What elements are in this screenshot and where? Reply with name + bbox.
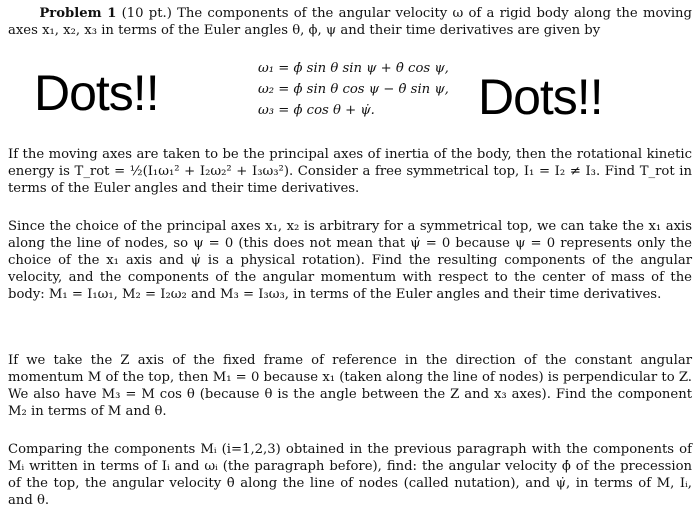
equation-omega-2 bbox=[258, 81, 449, 99]
equation-omega-3-rhs: ϕ̇ cos θ + ψ̇. bbox=[293, 103, 375, 118]
problem-intro bbox=[8, 5, 692, 39]
equation-omega-1-rhs: ϕ̇ sin θ sin ψ + θ̇ cos ψ, bbox=[293, 61, 449, 76]
paragraph-angular-momentum: If we take the Z axis of the fixed frame of reference in the direction of the constant angular momentum M of the top, then M₁ = 0 because x₁ (taken along the line of nodes) is perpendicular to Z. We also have M₃ = M cos θ (because θ is the angle between the Z and x₃ axes). Find the component M₂ in terms of M and θ. bbox=[8, 353, 692, 419]
paragraph-line-of-nodes: Since the choice of the principal axes x₁, x₂ is arbitrary for a symmetrical top, we can take the x₁ axis along the line of nodes, so ψ = 0 (this does not mean that ψ̇ = 0 because ψ = 0 represents only the choice of the x₁ axis and ψ̇ is a physical rotation). Find the resulting components of the angular velocity, and the components of the angular momentum with respect to the center of mass of the body: M₁ = I₁ω₁, M₂ = I₂ω₂ and M₃ = I₃ω₃, in terms of the Euler angles and their time derivatives. bbox=[8, 219, 692, 302]
equation-omega-3-lhs: ω₃ = bbox=[258, 103, 290, 118]
problem-heading: Problem 1 bbox=[39, 6, 117, 21]
equation-omega-1 bbox=[258, 60, 449, 78]
problem-intro-text: The components of the angular velocity ω of a rigid body along the moving axes x₁, x₂, x₃ in terms of the Euler angles θ, ϕ, ψ and their time derivatives are given by bbox=[8, 6, 692, 38]
paragraph-precession: Comparing the components Mᵢ (i=1,2,3) obtained in the previous paragraph with the components of Mᵢ written in terms of Iᵢ and ωᵢ (the paragraph before), find: the angular velocity ϕ̇ of the precession of the top, the angular velocity θ̇ along the line of nodes (called nutation), and ψ̇, in terms of M, Iᵢ, and θ. bbox=[8, 442, 692, 508]
dots-stamp-left: Dots!! bbox=[34, 65, 159, 121]
equation-omega-3 bbox=[258, 102, 375, 120]
problem-points: (10 pt.) bbox=[121, 6, 172, 21]
equation-omega-2-lhs: ω₂ = bbox=[258, 82, 290, 97]
equation-omega-2-rhs: ϕ̇ sin θ cos ψ − θ̇ sin ψ, bbox=[293, 82, 449, 97]
paragraph-kinetic-energy: If the moving axes are taken to be the principal axes of inertia of the body, then the rotational kinetic energy is T_rot = ½(I₁ω₁² + I₂ω₂² + I₃ω₃²). Consider a free symmetrical top, I₁ = I₂ ≠ I₃. Find T_rot in terms of the Euler angles and their time derivatives. bbox=[8, 147, 692, 196]
equation-omega-1-lhs: ω₁ = bbox=[258, 61, 290, 76]
dots-stamp-right: Dots!! bbox=[478, 69, 603, 125]
